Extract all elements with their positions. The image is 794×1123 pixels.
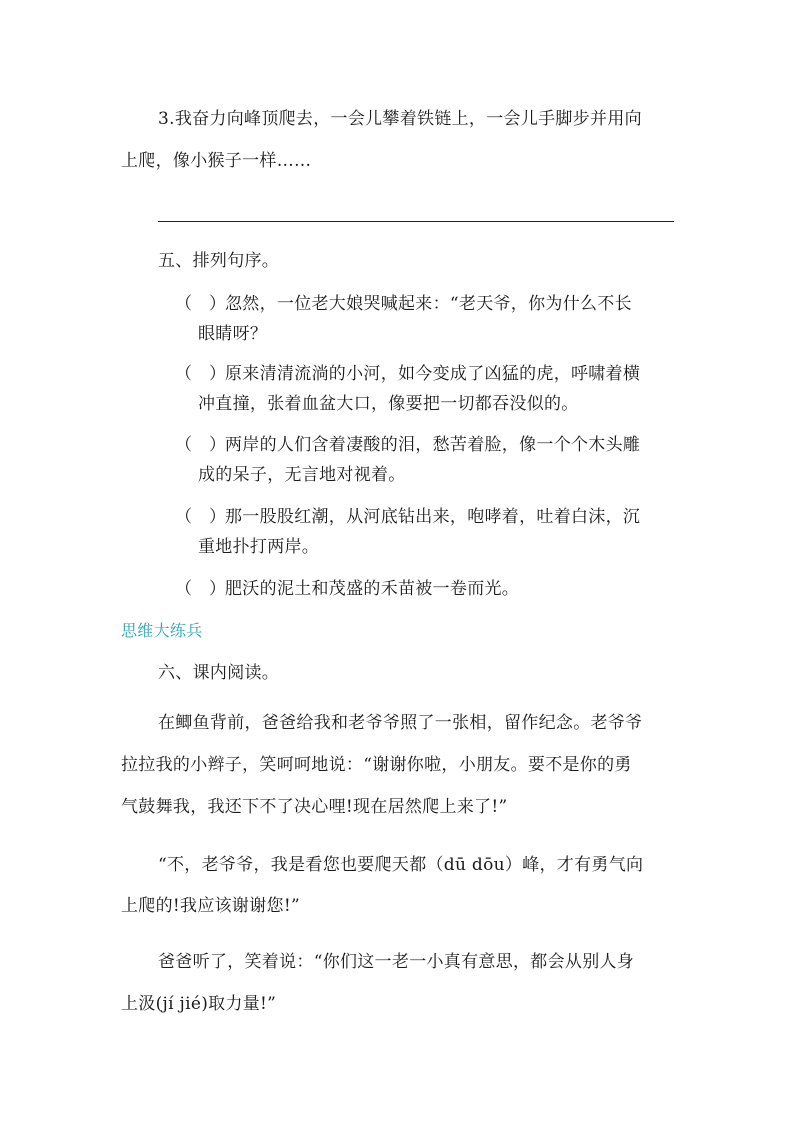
- order-sentence-5-line-1: 肥沃的泥土和茂盛的禾苗被一卷而光。: [225, 579, 520, 599]
- reading-para3-line-2: 上汲(jí jié)取力量!”: [121, 994, 277, 1014]
- order-blank-1[interactable]: （ ）: [175, 294, 226, 314]
- order-sentence-2-line-2: 冲直撞，张着血盆大口，像要把一切都吞没似的。: [198, 394, 579, 414]
- reading-para1-line-1: 在鲫鱼背前，爸爸给我和老爷爷照了一张相，留作纪念。老爷爷: [158, 713, 643, 733]
- practice-section-title: 思维大练兵: [121, 621, 203, 640]
- order-blank-5[interactable]: （ ）: [175, 579, 226, 599]
- order-blank-2[interactable]: （ ）: [175, 364, 226, 384]
- reading-para2-line-2: 上爬的!我应该谢谢您!”: [121, 896, 300, 916]
- order-sentence-1-line-1: 忽然，一位老大娘哭喊起来：“老天爷，你为什么不长: [225, 294, 632, 314]
- order-sentence-3-line-1: 两岸的人们含着凄酸的泪，愁苦着脸，像一个个木头雕: [225, 435, 641, 455]
- reading-para3-line-1: 爸爸听了，笑着说：“你们这一老一小真有意思，都会从别人身: [158, 952, 635, 972]
- reading-para1-line-2: 拉拉我的小辫子，笑呵呵地说：“谢谢你啦，小朋友。要不是你的勇: [121, 755, 632, 775]
- section5-heading: 五、排列句序。: [158, 251, 280, 271]
- reading-para1-line-3: 气鼓舞我，我还下不了决心哩!现在居然爬上来了!”: [121, 797, 508, 817]
- order-sentence-2-line-1: 原来清清流淌的小河，如今变成了凶猛的虎，呼啸着横: [225, 364, 641, 384]
- q3-text-line-2: 上爬，像小猴子一样……: [121, 151, 312, 171]
- order-blank-4[interactable]: （ ）: [175, 507, 226, 527]
- order-sentence-4-line-1: 那一股股红潮，从河底钻出来，咆哮着，吐着白沫，沉: [225, 507, 641, 527]
- q3-text-line-1: 3.我奋力向峰顶爬去，一会儿攀着铁链上，一会儿手脚步并用向: [158, 109, 642, 129]
- q3-answer-line[interactable]: [158, 221, 674, 222]
- order-sentence-1-line-2: 眼睛呀？: [198, 324, 268, 344]
- order-sentence-4-line-2: 重地扑打两岸。: [198, 537, 320, 557]
- order-sentence-3-line-2: 成的呆子，无言地对视着。: [198, 465, 406, 485]
- reading-para2-line-1: “不，老爷爷，我是看您也要爬天都（dū dōu）峰，才有勇气向: [158, 855, 644, 875]
- section6-heading: 六、课内阅读。: [158, 663, 280, 683]
- order-blank-3[interactable]: （ ）: [175, 435, 226, 455]
